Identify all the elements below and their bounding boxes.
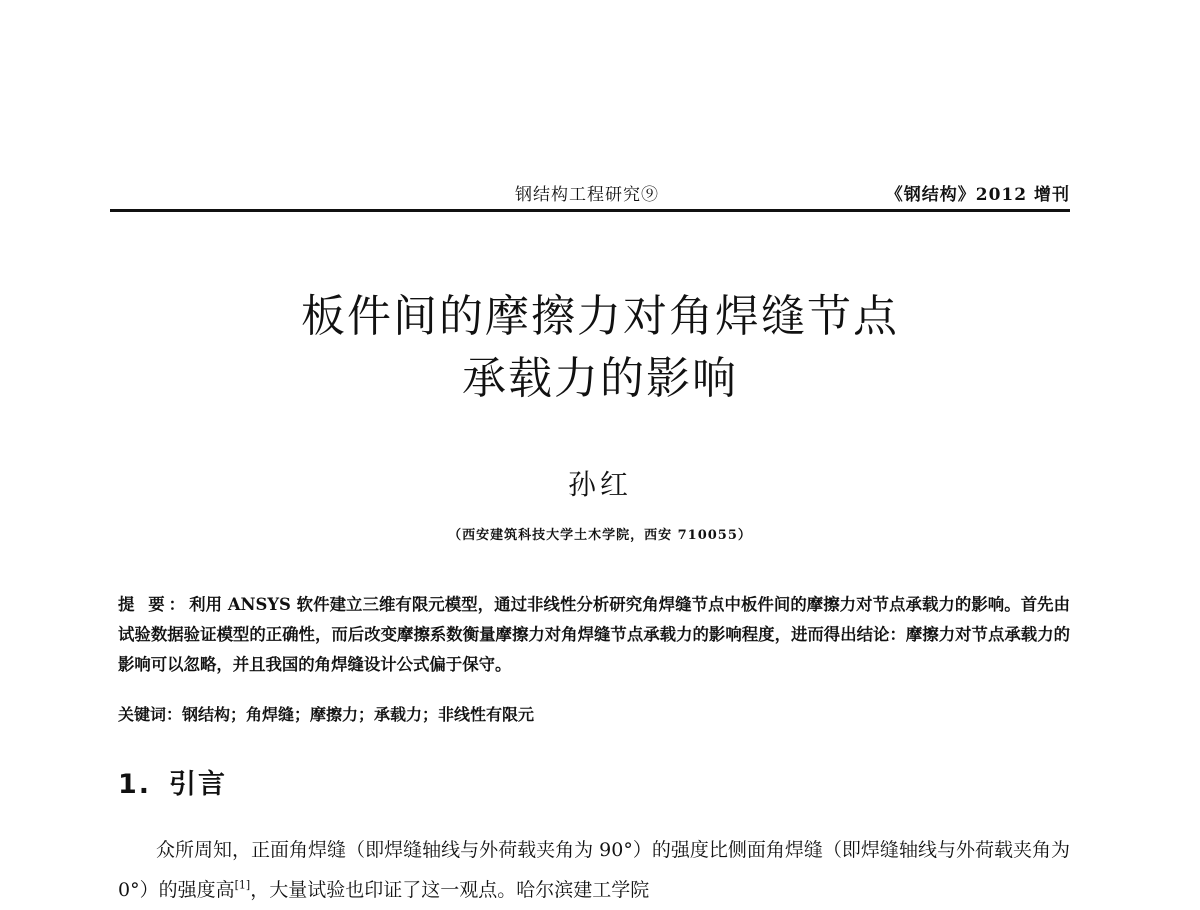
abstract-text: 利用 ANSYS 软件建立三维有限元模型，通过非线性分析研究角焊缝节点中板件间的摩擦力对节点承载力的影响。首先由试验数据验证模型的正确性，而后改变摩擦系数衡量摩擦力对角焊缝节点承载力的影响程度，进而得出结论：摩擦力对节点承载力的影响可以忽略，并且我国的角焊缝设计公式偏于保守。: [118, 595, 1070, 674]
abstract-label: 提 要：: [118, 595, 190, 614]
header-rule: [110, 209, 1070, 212]
author-affiliation: （西安建筑科技大学土木学院，西安 710055）: [448, 528, 752, 543]
running-header: [110, 176, 1070, 210]
keywords-label: 关键词：: [118, 705, 183, 724]
journal-name: 钢结构工程研究⑨: [515, 185, 659, 205]
author-name: 孙红: [567, 468, 632, 501]
keywords: [118, 702, 1070, 728]
reference-marker: [1]: [234, 878, 251, 892]
title-line-2: 承载力的影响: [462, 353, 738, 404]
keywords-text: 钢结构；角焊缝；摩擦力；承载力；非线性有限元: [182, 705, 535, 724]
section-heading: [118, 762, 227, 801]
body-paragraph: [118, 830, 1070, 910]
abstract: [118, 590, 1070, 680]
body-text-part-2: ，大量试验也印证了这一观点。哈尔滨建工学院: [250, 879, 650, 901]
paper-title: [0, 286, 1200, 410]
section-number: 1.: [118, 769, 152, 800]
body-text: [118, 830, 1070, 910]
section-title: 引言: [169, 769, 228, 800]
title-line-1: 板件间的摩擦力对角焊缝节点: [301, 291, 899, 342]
journal-issue: 《钢结构》2012 增刊: [885, 185, 1070, 205]
body-text-part-1: 众所周知，正面角焊缝（即焊缝轴线与外荷载夹角为 90°）的强度比侧面角焊缝（即焊缝轴线与外荷载夹角为 0°）的强度高: [118, 839, 1070, 901]
